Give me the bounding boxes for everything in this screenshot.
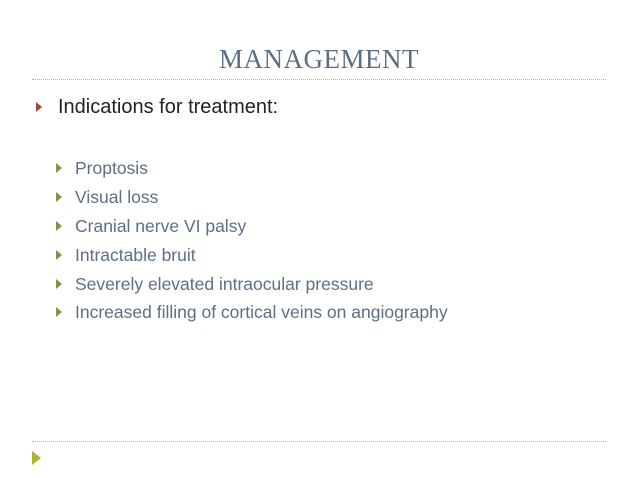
bottom-divider: [32, 441, 606, 442]
sub-bullet-text: Proptosis: [75, 158, 148, 179]
main-bullet: [36, 95, 278, 119]
sub-bullet-arrow-icon: [56, 279, 62, 289]
sub-bullet-text: Severely elevated intraocular pressure: [75, 273, 374, 294]
sub-bullet-list: [56, 154, 448, 327]
slide-title: MANAGEMENT: [219, 44, 419, 74]
sub-bullet-text: Increased filling of cortical veins on angiography: [75, 302, 448, 323]
sub-bullet-arrow-icon: [56, 307, 62, 317]
sub-bullet-arrow-icon: [56, 221, 62, 231]
bullet-arrow-icon: [36, 102, 42, 112]
list-item: [56, 298, 448, 327]
list-item: [56, 240, 448, 269]
sub-bullet-text: Cranial nerve VI palsy: [75, 215, 247, 236]
sub-bullet-text: Intractable bruit: [75, 244, 196, 265]
sub-bullet-arrow-icon: [56, 192, 62, 202]
main-bullet-text: Indications for treatment:: [58, 96, 279, 118]
list-item: [56, 269, 448, 298]
sub-bullet-text: Visual loss: [75, 187, 159, 208]
list-item: [56, 212, 448, 241]
sub-bullet-arrow-icon: [56, 163, 62, 173]
corner-arrow-icon: [32, 451, 41, 465]
list-item: [56, 154, 448, 183]
list-item: [56, 183, 448, 212]
top-divider: [32, 79, 606, 80]
sub-bullet-arrow-icon: [56, 250, 62, 260]
